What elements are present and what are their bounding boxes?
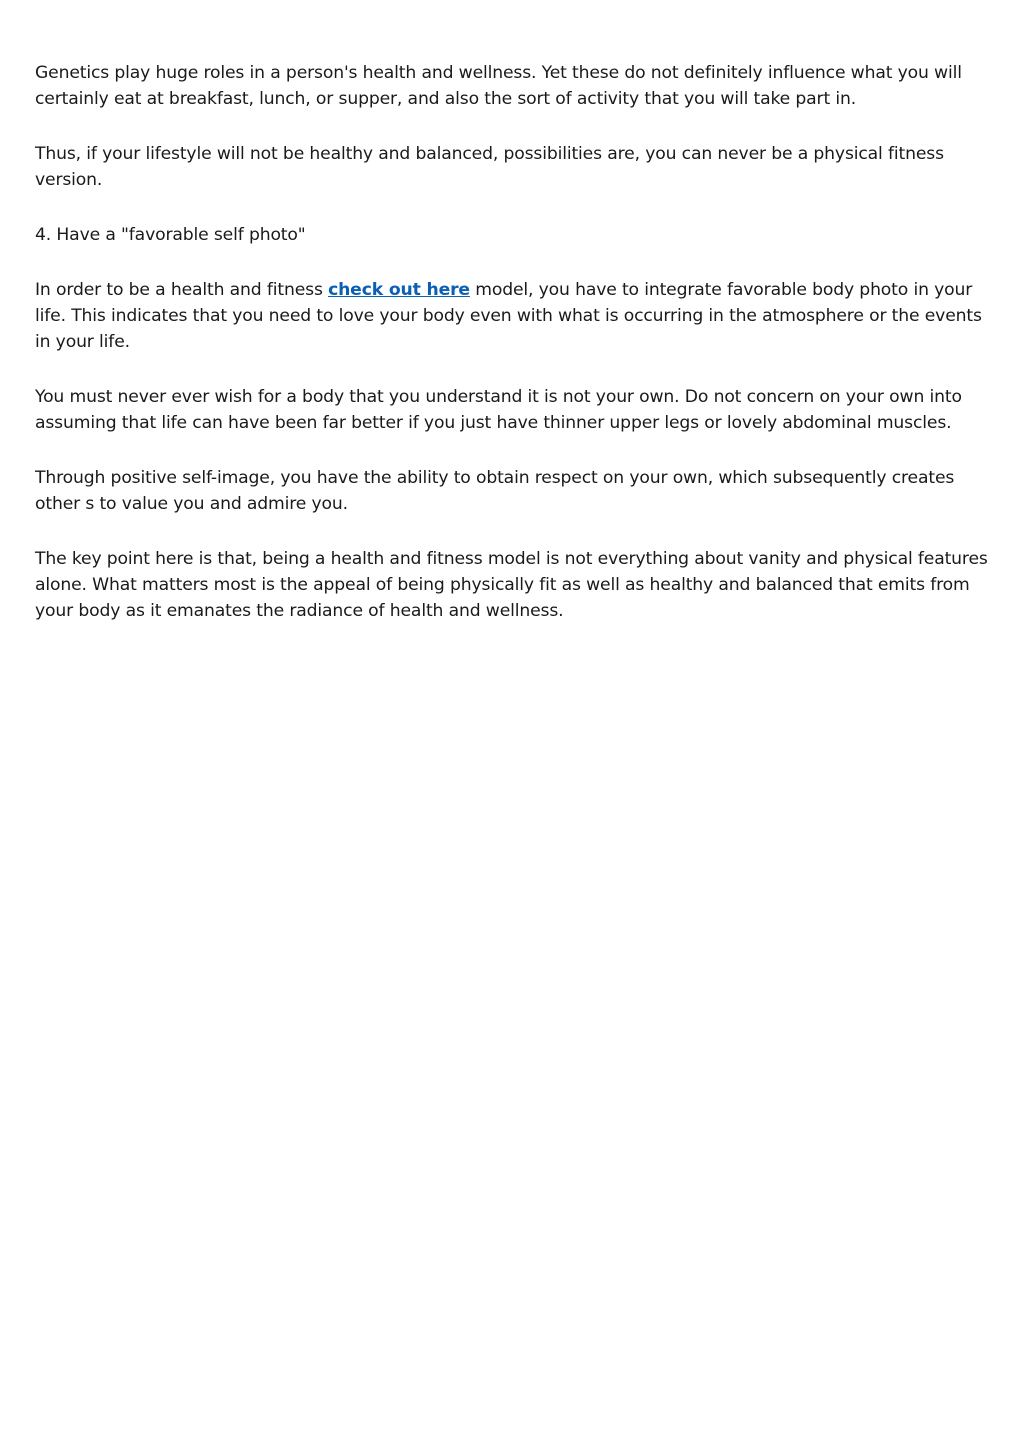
paragraph-lifestyle: Thus, if your lifestyle will not be healthy and balanced, possibilities are, you can never be a physical fitness version.	[35, 144, 944, 190]
paragraph-body-photo-start: In order to be a health and fitness	[35, 280, 329, 300]
paragraph-key-point: The key point here is that, being a health and fitness model is not everything about vanity and physical features alone. What matters most is the appeal of being physically fit as well as healthy and balanced that emits from your body as it emanates the radiance of health and wellness.	[35, 549, 988, 621]
paragraph-body-photo-end: model, you have to integrate favorable body photo in your life. This indicates that you need to love your body even with what is occurring in the atmosphere or the events in your life.	[35, 280, 982, 352]
document-body	[35, 60, 997, 653]
paragraph-self-image: Through positive self-image, you have the ability to obtain respect on your own, which subsequently creates other s to value you and admire you.	[35, 468, 955, 514]
section-heading-self-photo: 4. Have a "favorable self photo"	[35, 225, 306, 245]
paragraph-body-photo	[35, 277, 997, 355]
check-out-here-link[interactable]: check out here	[328, 280, 470, 300]
paragraph-own-body: You must never ever wish for a body that you understand it is not your own. Do not concern on your own into assuming that life can have been far better if you just have thinner upper legs or lovely abdominal muscles.	[35, 387, 962, 433]
paragraph-genetics: Genetics play huge roles in a person's health and wellness. Yet these do not definitely influence what you will certainly eat at breakfast, lunch, or supper, and also the sort of activity that you will take part in.	[35, 63, 962, 109]
